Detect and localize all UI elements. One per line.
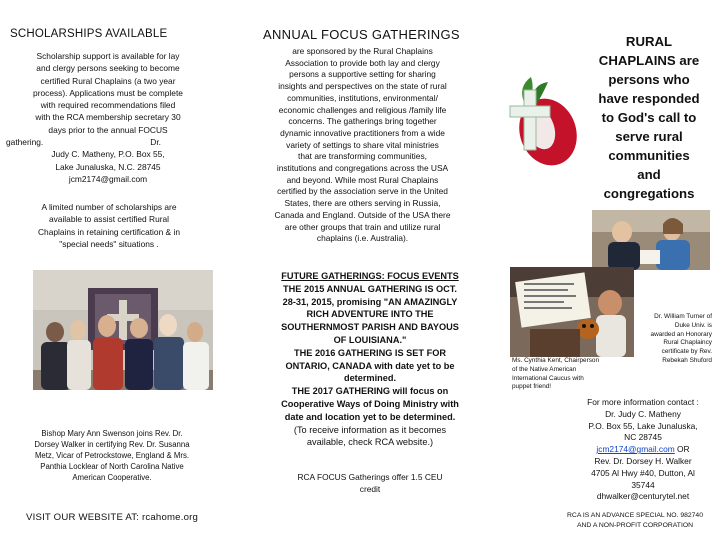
future-gatherings-section: FUTURE GATHERINGS: FOCUS EVENTS THE 2015 ANNUAL GATHERING IS OCT. 28-31, 2015, promising "AN AMAZINGLY RICH ADVENTURE INTO THE SOUTHERNMOST PARISH AND BAYOUS OF LOUISIANA." THE 2016 GATHERING IS SET FOR ONTARIO, CANADA with date yet to be determined. THE 2017 GATHERING will focus on Cooperative Ways of Doing Ministry with date and location yet to be determined. (To receive information as it becomes available, check RCA website.) [250, 270, 490, 449]
contact-email-link[interactable]: jcm2174@gmail.com [596, 444, 675, 455]
limited-scholarship-paragraph: A limited number of scholarships are available to assist certified Rural Chaplains in retaining certification & in "special needs" situations . [38, 202, 180, 249]
website-link-text: VISIT OUR WEBSITE AT: rcahome.org [26, 512, 199, 523]
scholarship-paragraph: Scholarship support is available for lay and clergy persons seeking to become certified Rural Chaplains (a two year process). Applications must be complete with required recommendations filed with the RCA membership secretary 30 days prior to the annual FOCUS gathering. Dr. Judy C. Matheny, P.O. Box 55, Lake Junaluska, N.C. 28745 jcm2174@gmail.com [6, 51, 183, 184]
scholarships-heading: SCHOLARSHIPS AVAILABLE [10, 28, 168, 40]
future-gatherings-heading: FUTURE GATHERINGS: FOCUS EVENTS [281, 271, 459, 281]
left-panel [0, 0, 235, 540]
cross-vegetable-logo [500, 70, 582, 175]
annual-focus-heading: ANNUAL FOCUS GATHERINGS [263, 27, 460, 42]
ceu-credit-note: RCA FOCUS Gatherings offer 1.5 CEU credit [297, 472, 443, 494]
certification-group-photo [33, 270, 213, 390]
williams-caption: Dr. William Turner of Duke Univ. is awarded an Honorary Rural Chaplaincy certificate by Rev. Rebekah Shuford [650, 313, 712, 364]
middle-panel [250, 0, 475, 540]
certification-photo-caption: Bishop Mary Ann Swenson joins Rev. Dr. Dorsey Walker in certifying Rev. Dr. Susanna Metz, Vicar of Petrockstowe, England & Mrs. Panthia Locklear of North Carolina Native American Cooperative. [34, 429, 190, 482]
contact-information: For more information contact : Dr. Judy C. Matheny P.O. Box 55, Lake Junaluska, NC 28745 jcm2174@gmail.com OR Rev. Dr. Dorsey H. Walker 4705 Al Hwy #40, Dutton, Al 35744 dhwalker@centurytel.net [587, 397, 699, 502]
kent-caption: Ms. Cynthia Kent, Chairperson of the Native American International Caucus with puppet friend! [512, 357, 600, 391]
honorary-certificate-photo [592, 210, 710, 270]
rural-chaplains-statement: RURAL CHAPLAINS are persons who have responded to God's call to serve rural communities and congregations [598, 34, 700, 201]
focus-gatherings-paragraph: are sponsored by the Rural Chaplains Association to provide both lay and clergy persons a supportive setting for sharing insights and perspectives on the state of rural communities, institutions, environmental/ economic challenges and religious /family life concerns. The gatherings bring together dynamic innovative practitioners from a wide variety of settings to share vital ministries that are transforming communities, institutions and congregations across the USA and beyond. While most Rural Chaplains certified by the association serve in the United States, there are others serving in Russia, Canada and England. Outside of the USA there are other groups that train and utilize rural chaplains (i.e. Australia). [274, 46, 451, 244]
right-panel [490, 0, 720, 540]
nonprofit-notice: RCA IS AN ADVANCE SPECIAL NO. 982740 AND A NON-PROFIT CORPORATION [567, 512, 703, 529]
